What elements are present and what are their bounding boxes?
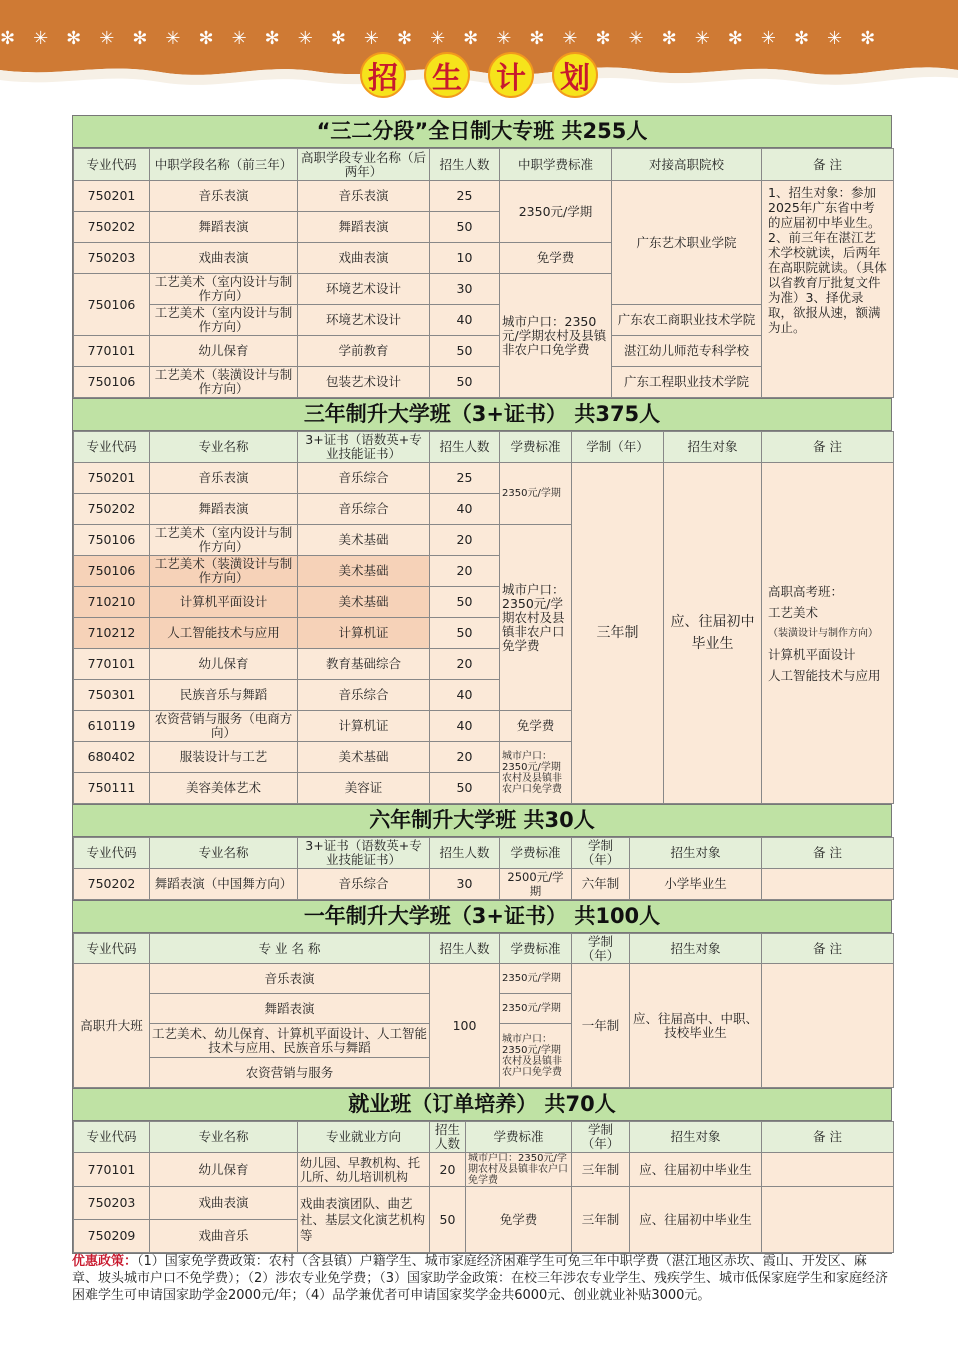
cert-cell: 计算机证 <box>298 618 430 649</box>
fee-cell: 2350元/学期 <box>500 463 572 525</box>
name-cell: 民族音乐与舞蹈 <box>150 680 298 711</box>
count-cell: 50 <box>430 1187 466 1253</box>
school-cell: 广东农工商职业技术学院 <box>612 305 762 336</box>
count-cell: 20 <box>430 1153 466 1187</box>
title-char: 计 <box>488 52 534 98</box>
table-6year <box>73 837 894 900</box>
name-cell: 工艺美术（室内设计与制作方向） <box>150 525 298 556</box>
table-row <box>74 1187 894 1220</box>
name-cell: 服装设计与工艺 <box>150 742 298 773</box>
header-cell: 专业名称 <box>150 432 298 463</box>
name-cell: 幼儿保育 <box>150 336 298 367</box>
count-cell: 10 <box>430 243 500 274</box>
section-title: 就业班（订单培养） 共70人 <box>73 1089 891 1121</box>
years-cell: 三年制 <box>572 1153 630 1187</box>
name-cell: 农资营销与服务（电商方向） <box>150 711 298 742</box>
header-cell: 学制（年） <box>572 934 630 964</box>
table-row <box>74 463 894 494</box>
count-cell: 40 <box>430 494 500 525</box>
section-6year <box>72 804 892 900</box>
code-cell: 750201 <box>74 463 150 494</box>
name-cell: 舞蹈表演 <box>298 212 430 243</box>
note-item: 计算机平面设计 <box>768 646 856 662</box>
fee-cell: 2350元/学期 <box>500 964 572 994</box>
name-cell: 舞蹈表演 <box>150 212 298 243</box>
section-title: 三年制升大学班（3+证书） 共375人 <box>73 399 891 431</box>
name-cell: 计算机平面设计 <box>150 587 298 618</box>
name-cell: 戏曲表演 <box>150 243 298 274</box>
code-cell: 750203 <box>74 1187 150 1220</box>
count-cell: 100 <box>430 964 500 1088</box>
header-cell: 学制（年） <box>572 432 664 463</box>
header-cell: 专业代码 <box>74 838 150 869</box>
name-cell: 幼儿保育 <box>150 649 298 680</box>
header-cell: 招生对象 <box>630 1122 762 1153</box>
name-cell: 人工智能技术与应用 <box>150 618 298 649</box>
table-3year <box>73 431 894 804</box>
section-title: 一年制升大学班（3+证书） 共100人 <box>73 901 891 933</box>
policy-label: 优惠政策： <box>72 1254 138 1269</box>
header-cell: 学制（年） <box>572 1122 630 1153</box>
name-cell: 环境艺术设计 <box>298 274 430 305</box>
policy-note <box>72 1253 892 1304</box>
policy-text: （1）国家免学费政策：农村（含县镇）户籍学生、城市家庭经济困难学生可免三年中职学费（湛江地区赤坎、霞山、开发区、麻章、坡头城市户口不免学费）；（2）涉农专业免学费；（3）国家助学金政策：在校三年涉农专业学生、残疾学生、城市低保家庭学生和家庭经济困难学生可申请国家助学金2000元/年；（4）品学兼优者可申请国家奖学金共6000元、创业就业补贴3000元。 <box>72 1254 889 1303</box>
header-cell: 招生对象 <box>630 934 762 964</box>
header-cell: 3+证书（语数英+专业技能证书） <box>298 838 430 869</box>
header-cell: 学制（年） <box>572 838 630 869</box>
cert-cell: 教育基础综合 <box>298 649 430 680</box>
years-cell: 三年制 <box>572 1187 630 1253</box>
note-cell <box>762 1187 894 1253</box>
top-banner <box>0 0 958 100</box>
fee-cell: 城市户口：2350元/学期农村及县镇非农户口免学费 <box>466 1153 572 1187</box>
years-cell: 三年制 <box>572 463 664 804</box>
code-cell: 680402 <box>74 742 150 773</box>
table-header <box>74 934 894 964</box>
count-cell: 50 <box>430 773 500 804</box>
count-cell: 20 <box>430 525 500 556</box>
header-cell: 学费标准 <box>500 838 572 869</box>
note-item: 工艺美术 <box>768 604 819 620</box>
header-cell: 专业代码 <box>74 1122 150 1153</box>
cert-cell: 音乐综合 <box>298 680 430 711</box>
target-cell: 应、往届初中毕业生 <box>664 463 762 804</box>
header-cell: 学费标准 <box>500 934 572 964</box>
table-row <box>74 1153 894 1187</box>
fee-cell: 城市户口：2350元/学期农村及县镇非农户口免学费 <box>500 1024 572 1088</box>
name-cell: 农资营销与服务 <box>150 1058 430 1088</box>
name-cell: 环境艺术设计 <box>298 305 430 336</box>
count-cell: 20 <box>430 649 500 680</box>
count-cell: 50 <box>430 587 500 618</box>
count-cell: 40 <box>430 680 500 711</box>
target-cell: 应、往届初中毕业生 <box>630 1153 762 1187</box>
table-row <box>74 181 894 212</box>
name-cell: 美容美体艺术 <box>150 773 298 804</box>
table-row <box>74 869 894 900</box>
header-cell: 专业代码 <box>74 432 150 463</box>
name-cell: 音乐表演 <box>150 181 298 212</box>
header-cell: 招生人数 <box>430 149 500 181</box>
title-char: 招 <box>360 52 406 98</box>
code-cell: 高职升大班 <box>74 964 150 1088</box>
snowflake-decoration: ✻✳✻✳✻✳✻✳✻✳✻✳✻✳✻✳✻✳✻✳✻✳✻✳✻✳✻ <box>0 28 894 49</box>
section-dazhuan <box>72 115 892 398</box>
note-item: （装潢设计与制作方向） <box>768 627 878 639</box>
header-cell: 高职学段专业名称（后两年） <box>298 149 430 181</box>
code-cell: 750202 <box>74 494 150 525</box>
fee-cell: 城市户口：2350元/学期农村及县镇非农户口免学费 <box>500 525 572 711</box>
fee-cell: 2350元/学期 <box>500 994 572 1024</box>
count-cell: 20 <box>430 742 500 773</box>
code-cell: 750106 <box>74 274 150 336</box>
school-cell: 广东工程职业技术学院 <box>612 367 762 398</box>
header-cell: 中职学段名称（前三年） <box>150 149 298 181</box>
name-cell: 包装艺术设计 <box>298 367 430 398</box>
page-title <box>0 52 958 100</box>
count-cell: 50 <box>430 618 500 649</box>
count-cell: 40 <box>430 711 500 742</box>
name-cell: 音乐表演 <box>150 463 298 494</box>
section-1year <box>72 900 892 1088</box>
header-cell: 专业代码 <box>74 934 150 964</box>
section-title: “三二分段”全日制大专班 共255人 <box>73 116 891 148</box>
header-cell: 对接高职院校 <box>612 149 762 181</box>
note-title: 高职高考班： <box>768 583 844 599</box>
code-cell: 710210 <box>74 587 150 618</box>
fee-cell: 免学费 <box>466 1187 572 1253</box>
header-cell: 招生人数 <box>430 838 500 869</box>
code-cell: 750202 <box>74 212 150 243</box>
name-cell: 工艺美术、幼儿保育、计算机平面设计、人工智能技术与应用、民族音乐与舞蹈 <box>150 1024 430 1058</box>
fee-cell: 免学费 <box>500 243 612 274</box>
name-cell: 舞蹈表演 <box>150 994 430 1024</box>
code-cell: 770101 <box>74 1153 150 1187</box>
name-cell: 戏曲表演 <box>298 243 430 274</box>
title-char: 划 <box>552 52 598 98</box>
header-cell: 中职学费标准 <box>500 149 612 181</box>
header-cell: 3+证书（语数英+专业技能证书） <box>298 432 430 463</box>
name-cell: 幼儿保育 <box>150 1153 298 1187</box>
name-cell: 工艺美术（装潢设计与制作方向） <box>150 367 298 398</box>
code-cell: 710212 <box>74 618 150 649</box>
header-cell: 专业名称 <box>150 838 298 869</box>
header-cell: 备 注 <box>762 149 894 181</box>
count-cell: 50 <box>430 336 500 367</box>
count-cell: 50 <box>430 212 500 243</box>
count-cell: 30 <box>430 869 500 900</box>
years-cell: 六年制 <box>572 869 630 900</box>
count-cell: 25 <box>430 463 500 494</box>
school-cell: 湛江幼儿师范专科学校 <box>612 336 762 367</box>
header-cell: 招生人数 <box>430 1122 466 1153</box>
note-cell <box>762 869 894 900</box>
cert-cell: 计算机证 <box>298 711 430 742</box>
cert-cell: 美术基础 <box>298 525 430 556</box>
header-cell: 专业代码 <box>74 149 150 181</box>
header-cell: 备 注 <box>762 432 894 463</box>
name-cell: 学前教育 <box>298 336 430 367</box>
header-cell: 备 注 <box>762 1122 894 1153</box>
note-cell <box>762 964 894 1088</box>
name-cell: 舞蹈表演 <box>150 494 298 525</box>
count-cell: 50 <box>430 367 500 398</box>
header-cell: 招生人数 <box>430 934 500 964</box>
target-cell: 应、往届高中、中职、技校毕业生 <box>630 964 762 1088</box>
name-cell: 工艺美术（室内设计与制作方向） <box>150 274 298 305</box>
fee-cell: 2350元/学期 <box>500 181 612 243</box>
name-cell: 戏曲表演 <box>150 1187 298 1220</box>
enrollment-plan <box>72 115 892 1254</box>
table-dazhuan <box>73 148 894 398</box>
code-cell: 770101 <box>74 649 150 680</box>
count-cell: 30 <box>430 274 500 305</box>
name-cell: 音乐表演 <box>150 964 430 994</box>
table-employment <box>73 1121 894 1253</box>
count-cell: 20 <box>430 556 500 587</box>
header-cell: 招生对象 <box>630 838 762 869</box>
table-1year <box>73 933 894 1088</box>
table-header <box>74 432 894 463</box>
note-cell <box>762 1153 894 1187</box>
header-cell: 学费标准 <box>466 1122 572 1153</box>
header-cell: 招生人数 <box>430 432 500 463</box>
cert-cell: 音乐综合 <box>298 463 430 494</box>
direction-cell: 戏曲表演团队、曲艺社、基层文化演艺机构等 <box>298 1187 430 1253</box>
header-cell: 专业名称 <box>150 1122 298 1153</box>
header-cell: 专业就业方向 <box>298 1122 430 1153</box>
code-cell: 750301 <box>74 680 150 711</box>
header-cell: 招生对象 <box>664 432 762 463</box>
code-cell: 750209 <box>74 1220 150 1253</box>
code-cell: 750111 <box>74 773 150 804</box>
name-cell: 工艺美术（装潢设计与制作方向） <box>150 556 298 587</box>
code-cell: 750203 <box>74 243 150 274</box>
header-cell: 专 业 名 称 <box>150 934 430 964</box>
table-header <box>74 149 894 181</box>
code-cell: 750106 <box>74 556 150 587</box>
name-cell: 戏曲音乐 <box>150 1220 298 1253</box>
target-cell: 小学毕业生 <box>630 869 762 900</box>
title-char: 生 <box>424 52 470 98</box>
name-cell: 工艺美术（室内设计与制作方向） <box>150 305 298 336</box>
school-cell: 广东艺术职业学院 <box>612 181 762 305</box>
cert-cell: 美术基础 <box>298 556 430 587</box>
target-cell: 应、往届初中毕业生 <box>630 1187 762 1253</box>
cert-cell: 美容证 <box>298 773 430 804</box>
fee-cell: 城市户口：2350元/学期农村及县镇非农户口免学费 <box>500 274 612 398</box>
cert-cell: 音乐综合 <box>298 494 430 525</box>
fee-cell: 城市户口：2350元/学期农村及县镇非农户口免学费 <box>500 742 572 804</box>
name-cell: 舞蹈表演（中国舞方向） <box>150 869 298 900</box>
section-3plus-3year <box>72 398 892 804</box>
note-cell: 1、招生对象：参加2025年广东省中考的应届初中毕业生。2、前三年在湛江艺术学校就读，后两年在高职院就读。（具体以省教育厅批复文件为准）3、择优录取，欲报从速，额满为止。 <box>762 181 894 398</box>
header-cell: 备 注 <box>762 838 894 869</box>
code-cell: 610119 <box>74 711 150 742</box>
fee-cell: 2500元/学期 <box>500 869 572 900</box>
cert-cell: 美术基础 <box>298 587 430 618</box>
name-cell: 音乐表演 <box>298 181 430 212</box>
code-cell: 750106 <box>74 525 150 556</box>
fee-cell: 免学费 <box>500 711 572 742</box>
count-cell: 40 <box>430 305 500 336</box>
code-cell: 770101 <box>74 336 150 367</box>
cert-cell: 美术基础 <box>298 742 430 773</box>
table-header <box>74 1122 894 1153</box>
table-row <box>74 964 894 994</box>
years-cell: 一年制 <box>572 964 630 1088</box>
header-cell: 学费标准 <box>500 432 572 463</box>
code-cell: 750106 <box>74 367 150 398</box>
code-cell: 750201 <box>74 181 150 212</box>
cert-cell: 音乐综合 <box>298 869 430 900</box>
header-cell: 备 注 <box>762 934 894 964</box>
code-cell: 750202 <box>74 869 150 900</box>
note-cell <box>762 463 894 804</box>
direction-cell: 幼儿园、早教机构、托儿所、幼儿培训机构 <box>298 1153 430 1187</box>
section-employment <box>72 1088 892 1254</box>
section-title: 六年制升大学班 共30人 <box>73 805 891 837</box>
note-item: 人工智能技术与应用 <box>768 667 881 683</box>
table-header <box>74 838 894 869</box>
count-cell: 25 <box>430 181 500 212</box>
